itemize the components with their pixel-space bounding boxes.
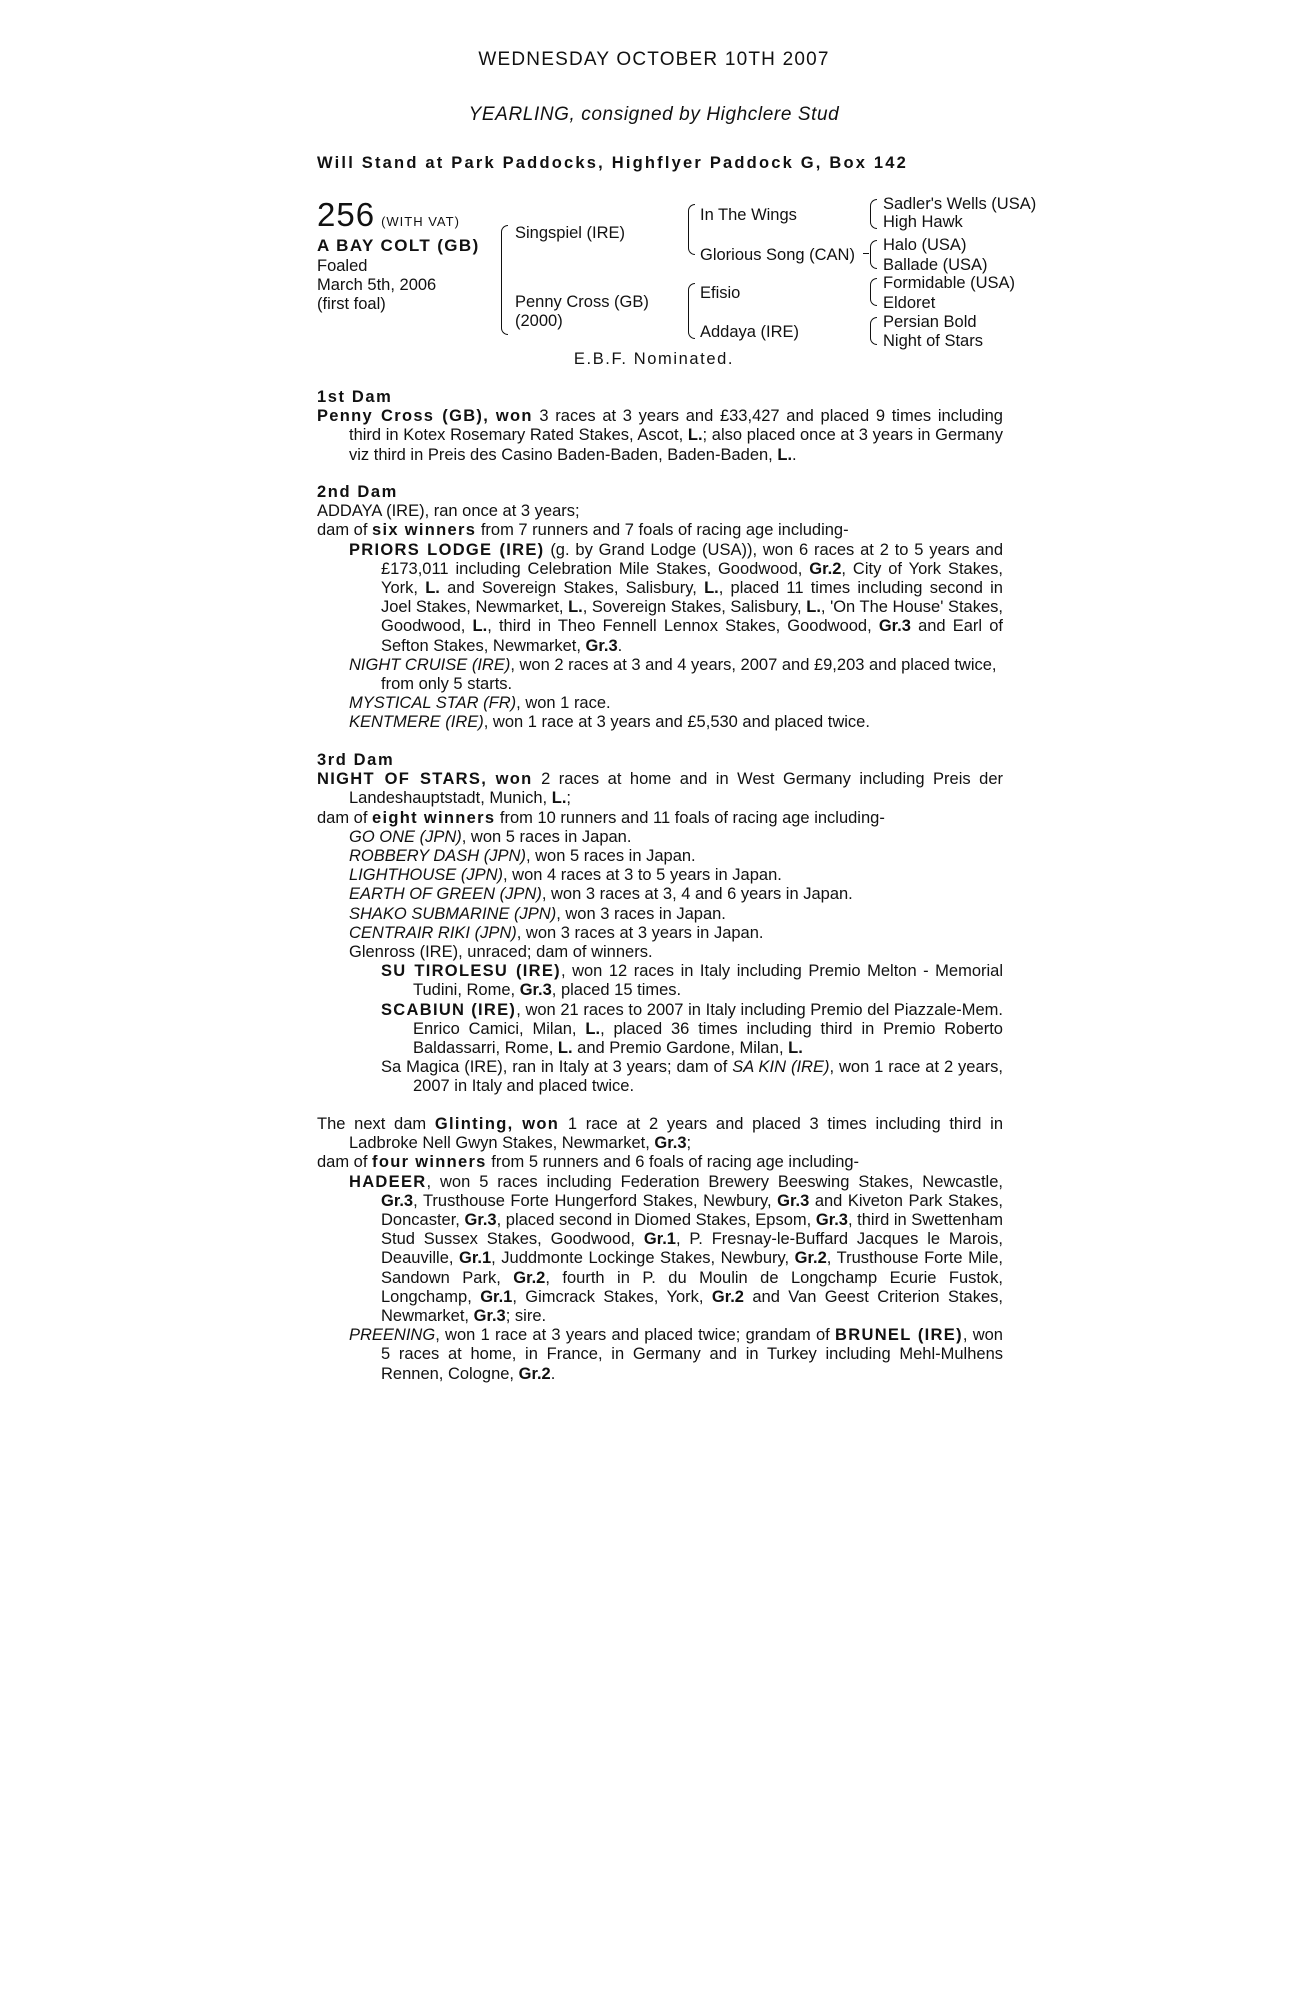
won-word: won [495,407,533,426]
group-grade: Gr.3 [777,1191,810,1210]
listed-grade: L. [585,1019,601,1038]
brace-tick [863,253,869,254]
foal-date: March 5th, 2006 [317,276,437,294]
listed-grade: L. [557,1039,573,1058]
ped-sire: Singspiel (IRE) [515,224,626,242]
text: from 7 runners and 7 foals of racing age including- [480,521,849,540]
text: , third in Theo Fennell Lennox Stakes, Goodwood, [487,617,872,636]
text: , placed second in Diomed Stakes, Epsom, [496,1211,812,1230]
text: and Premio Gardone, Milan, [577,1039,784,1058]
won-word: won [522,1115,560,1133]
group-grade: Gr.3 [815,1211,848,1230]
third-dam-text [317,770,1003,808]
produce-sa-magica [317,1058,1003,1096]
text: dam of [317,521,368,540]
ped-g2-4: Addaya (IRE) [700,323,800,341]
produce-jpn-2 [317,847,1003,866]
brace-g3-2 [870,240,877,269]
ped-g3-1: Sadler's Wells (USA) [883,195,1037,213]
text: . [792,445,797,464]
foal-note: (first foal) [317,295,386,313]
produce-su-tirolesu [317,962,1003,1000]
listed-grade: L. [472,617,488,636]
listed-grade: L. [788,1039,803,1058]
group-grade: Gr.1 [459,1249,492,1268]
text: , placed 11 times including second in Joel Stakes, Newmarket, [381,579,1003,617]
sale-date: WEDNESDAY OCTOBER 10TH 2007 [478,49,830,70]
third-dam-summary [317,809,1003,828]
horse-name: GO ONE (JPN) [349,827,462,846]
horse-name: HADEER [349,1172,427,1191]
lot-number: 256 [317,196,376,233]
produce-night-cruise [317,656,1003,694]
winners-count: six winners [372,521,477,540]
text: , won 3 races at 3 years in Japan. [516,923,764,942]
text: , won 5 races including Federation Brewery Beeswing Stakes, Newcastle, [426,1172,1003,1191]
text: , Juddmonte Lockinge Stakes, Newbury, [491,1249,790,1268]
text: and Earl of Sefton Stakes, Newmarket, [381,617,1003,655]
text: from 10 runners and 11 foals of racing age including- [499,808,885,827]
produce-jpn-4 [317,885,1003,904]
produce-priors-lodge: PRIORS LODGE (IRE) (g. by Grand Lodge (USA)), won 6 races at 2 to 5 years and £173,011 including Celebration Mile Stakes, Goodwood, Gr.2, City of York Stakes, York, L. and Sovereign Stakes, Salisbury, L., placed 11 times including second in Joel Stakes, Newmarket, L., Sovereign Stakes, Salisbury, L., 'On The House' Stakes, Goodwood, L., third in Theo Fennell Lennox Stakes, Goodwood, Gr.3 and Earl of Sefton Stakes, Newmarket, Gr.3. [349,540,1003,655]
text: , won 5 races in Japan. [525,847,696,866]
horse-name: PREENING [349,1326,436,1345]
dam-name: Glinting, [434,1115,514,1133]
group-grade: Gr.3 [654,1134,687,1153]
winners-count: eight winners [372,808,496,827]
horse-name: SCABIUN (IRE) [381,1000,517,1019]
group-grade: Gr.1 [480,1287,513,1306]
horse-name: ROBBERY DASH (JPN) [349,847,526,866]
lot-number-block [317,196,460,234]
ped-dam: Penny Cross (GB) [515,293,649,311]
group-grade: Gr.2 [711,1287,744,1306]
won-word: won [495,770,533,789]
horse-name: BRUNEL (IRE) [835,1326,963,1345]
text: , won 3 races at 3, 4 and 6 years in Japan. [541,885,853,904]
third-dam-section [317,751,1003,1097]
horse-name: LIGHTHOUSE (JPN) [349,866,504,885]
first-dam-text [317,407,1003,465]
text: , placed 15 times. [551,981,682,1000]
group-grade: Gr.3 [519,981,552,1000]
horse-name: MYSTICAL STAR (FR) [349,694,517,713]
brace-sire-parents [688,204,695,255]
lot-description: A BAY COLT (GB) [317,236,480,255]
text: , 'On The House' Stakes, Goodwood, [381,598,1003,636]
text: , won 4 races at 3 to 5 years in Japan. [503,866,782,885]
stand-location: Will Stand at Park Paddocks, Highflyer Paddock G, Box 142 [317,154,909,172]
ped-g3-8: Night of Stars [883,332,983,350]
text: ; [686,1134,692,1153]
winners-count: four winners [372,1153,487,1172]
vat-note: (WITH VAT) [381,214,460,229]
ped-g2-1: In The Wings [700,206,797,224]
ped-g3-7: Persian Bold [883,313,977,331]
text: ; [566,789,571,808]
ped-g3-6: Eldoret [883,294,936,312]
text: , Trusthouse Forte Hungerford Stakes, Newbury, [413,1191,772,1210]
second-dam-section [317,483,1003,733]
produce-preening: PREENING, won 1 race at 3 years and placed twice; grandam of BRUNEL (IRE), won 5 races at home, in France, in Germany and in Turkey including Mehl-Mulhens Rennen, Cologne, Gr.2. [349,1326,1003,1383]
ped-g2-3: Efisio [700,284,741,302]
horse-name: CENTRAIR RIKI (JPN) [349,923,517,942]
text: ; also placed once at 3 years in Germany viz third in Preis des Casino Baden-Baden, Baden-Baden, [349,426,1003,464]
text: , won 1 race. [516,694,611,713]
text: The next dam [317,1115,427,1133]
horse-name: EARTH OF GREEN (JPN) [349,885,542,904]
listed-grade: L. [806,598,821,617]
group-grade: Gr.2 [809,559,842,578]
foaled-label: Foaled [317,257,368,275]
ped-g3-3: Halo (USA) [883,236,967,254]
text: , P. Fresnay-le-Buffard Jacques le Marois, Deauville, [381,1230,1003,1268]
horse-name: KENTMERE (IRE) [349,713,484,732]
text: , won 5 races in Japan. [461,827,632,846]
group-grade: Gr.3 [473,1307,506,1326]
next-dam-section [317,1115,1003,1384]
text: , Gimcrack Stakes, York, [512,1287,704,1306]
text: , Sovereign Stakes, Salisbury, [582,598,802,617]
text: , placed 36 times including third in Premio Roberto Baldassarri, Rome, [413,1019,1003,1058]
listed-grade: L. [687,426,703,445]
third-dam-heading: 3rd Dam [317,751,395,769]
text: , won 1 race at 2 years, 2007 in Italy and placed twice. [413,1058,1003,1096]
text: , won 21 races to 2007 in Italy including Premio del Piazzale-Mem. Enrico Camici, Milan, [413,1000,1003,1038]
second-dam-line: ADDAYA (IRE), ran once at 3 years; [317,502,580,521]
second-dam-heading: 2nd Dam [317,483,398,501]
dam-name: NIGHT OF STARS, [317,770,488,789]
group-grade: Gr.3 [585,636,618,655]
listed-grade: L. [425,579,440,598]
text: , won 12 races in Italy including Premio Melton - Memorial Tudini, Rome, [413,962,1003,1000]
text: , won 1 race at 3 years and £5,530 and placed twice. [483,713,870,732]
text: 3 races at 3 years and £33,427 and placed 9 times including third in Kotex Rosemary Rated Stakes, Ascot, [349,407,1003,445]
first-dam-heading: 1st Dam [317,388,393,406]
group-grade: Gr.3 [464,1211,497,1230]
listed-grade: L. [704,579,719,598]
group-grade: Gr.3 [878,617,911,636]
text: from 5 runners and 6 foals of racing age including- [491,1153,860,1172]
brace-sire-dam [501,225,508,335]
text: and Van Geest Criterion Stakes, Newmarket, [381,1287,1003,1326]
first-dam-section [317,388,1003,465]
group-grade: Gr.3 [381,1191,414,1210]
next-dam-text [317,1115,1003,1153]
ebf-nominated: E.B.F. Nominated. [573,350,735,368]
text: , City of York Stakes, York, [381,559,1003,598]
group-grade: Gr.2 [794,1249,827,1268]
ped-g3-4: Ballade (USA) [883,256,988,274]
produce-jpn-1 [317,828,1003,847]
brace-g3-3 [870,278,877,306]
ped-g3-2: High Hawk [883,213,963,231]
text: , won 3 races in Japan. [556,904,726,923]
text: 1 race at 2 years and placed 3 times including third in Ladbroke Nell Gwyn Stakes, Newmarket, [349,1115,1003,1153]
produce-jpn-5 [317,905,1003,924]
ped-g2-2: Glorious Song (CAN) [700,246,855,264]
brace-dam-parents [688,283,695,339]
ped-g3-5: Formidable (USA) [883,274,1016,292]
produce-mystical-star [317,694,1003,713]
listed-grade: L. [568,598,583,617]
produce-kentmere [317,713,1003,732]
text: and Kiveton Park Stakes, Doncaster, [381,1191,1003,1230]
second-dam-summary [317,521,1003,540]
text: 2 races at home and in West Germany including Preis der Landeshauptstadt, Munich, [349,770,1003,808]
group-grade: Gr.2 [513,1268,546,1287]
text: and Sovereign Stakes, Salisbury, [447,579,697,598]
consignor-line: YEARLING, consigned by Highclere Stud [468,104,840,125]
text: , won 2 races at 3 and 4 years, 2007 and £9,203 and placed twice, from only 5 starts. [381,655,997,694]
text: (g. by Grand Lodge (USA)), won 6 races at 2 to 5 years and £173,011 including Celebration Mile Stakes, Goodwood, [381,540,1003,578]
text: ; sire. [505,1307,547,1326]
brace-g3-1 [870,199,877,229]
text: , third in Swettenham Stud Sussex Stakes, Goodwood, [381,1211,1003,1249]
horse-name: NIGHT CRUISE (IRE) [349,655,511,674]
horse-name: SA KIN (IRE) [732,1058,830,1077]
text: , won 5 races at home, in France, in Germany and in Turkey including Mehl-Mulhens Rennen, Cologne, [381,1326,1003,1383]
text: , won 1 race at 3 years and placed twice; grandam of [435,1326,830,1345]
dam-name: Penny Cross (GB), [317,407,490,426]
horse-name: PRIORS LODGE (IRE) [349,540,545,559]
text: dam of [317,1153,368,1172]
ped-dam-year: (2000) [515,312,563,330]
horse-name: SHAKO SUBMARINE (JPN) [349,904,557,923]
text: , Trusthouse Forte Mile, Sandown Park, [381,1249,1003,1287]
horse-name: SU TIROLESU (IRE) [381,962,561,981]
brace-g3-4 [870,317,877,345]
text: Sa Magica (IRE), ran in Italy at 3 years; dam of [381,1058,728,1077]
produce-glenross: Glenross (IRE), unraced; dam of winners. [349,943,653,962]
group-grade: Gr.2 [518,1364,551,1383]
produce-jpn-6 [317,924,1003,943]
produce-hadeer [317,1173,1003,1327]
produce-scabiun [317,1001,1003,1059]
next-dam-summary [317,1153,1003,1172]
produce-jpn-3 [317,866,1003,885]
listed-grade: L. [777,445,793,464]
text: dam of [317,808,368,827]
listed-grade: L. [551,789,567,808]
text: , fourth in P. du Moulin de Longchamp Ecurie Fustok, Longchamp, [381,1268,1003,1306]
group-grade: Gr.1 [643,1230,676,1249]
